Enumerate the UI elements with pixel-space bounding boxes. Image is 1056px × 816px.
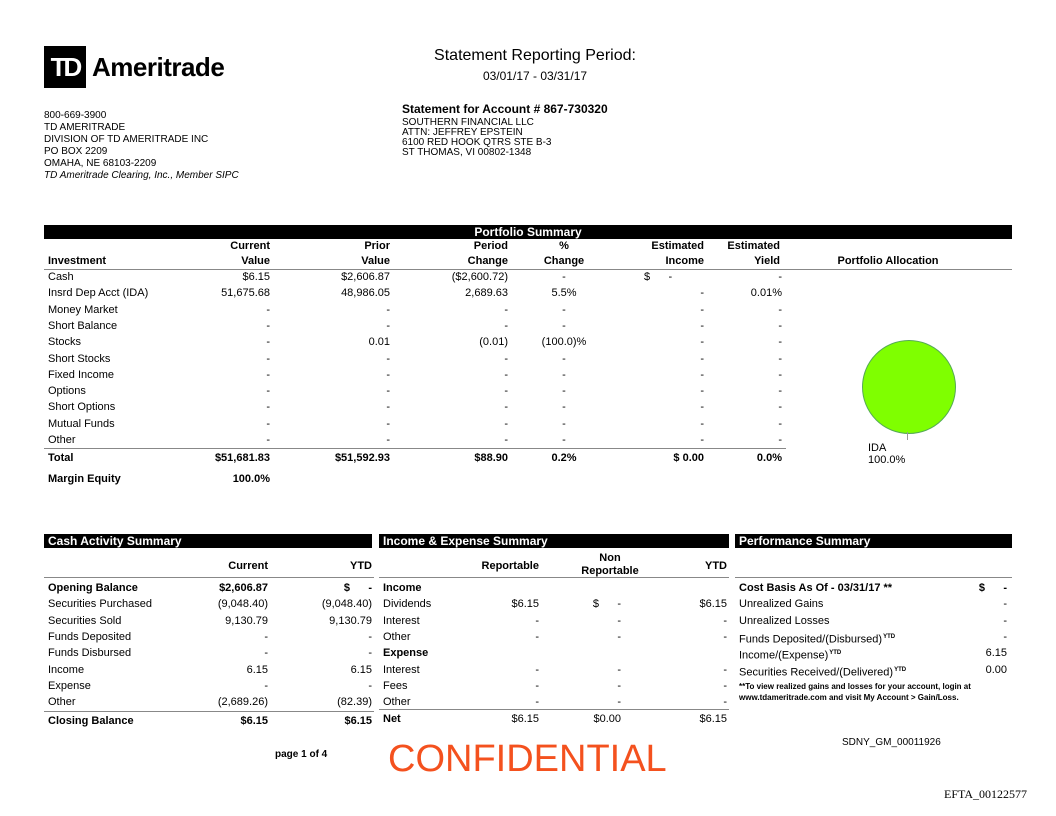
table-cell: - xyxy=(562,385,566,398)
income-non-reportable: $0.00 xyxy=(593,713,621,725)
table-cell: 48,986.05 xyxy=(341,287,390,300)
perf-label-sup: YTD xyxy=(829,650,842,657)
col-current: Current xyxy=(228,560,268,572)
cash-current: - xyxy=(264,647,268,660)
perf-value: 6.15 xyxy=(985,647,1007,660)
pie-label-name: IDA xyxy=(868,442,887,454)
perf-row xyxy=(735,596,1012,612)
table-cell: Mutual Funds xyxy=(48,417,115,430)
income-non-reportable: - xyxy=(617,614,621,627)
header-line1: Estimated xyxy=(727,240,780,252)
header-line1: Prior xyxy=(364,240,390,252)
cash-row xyxy=(44,678,374,694)
perf-row xyxy=(735,613,1012,629)
pie-label-value: 100.0% xyxy=(868,454,906,466)
cash-current: $2,606.87 xyxy=(219,582,268,594)
table-cell: - xyxy=(386,401,390,414)
table-cell: - xyxy=(504,434,508,446)
income-non-reportable: - xyxy=(617,630,621,643)
header-line2: Yield xyxy=(754,255,780,267)
table-row xyxy=(44,399,824,415)
cash-row xyxy=(44,662,374,678)
income-reportable: - xyxy=(535,614,539,627)
table-cell: 2,689.63 xyxy=(465,287,508,300)
table-cell: Short Balance xyxy=(48,319,118,332)
confidential-stamp: CONFIDENTIAL xyxy=(388,738,667,780)
broker-address xyxy=(44,110,239,182)
table-cell: Short Options xyxy=(48,401,116,414)
perf-label xyxy=(739,596,959,612)
perf-label-text: Securities Received/(Delivered) xyxy=(739,666,894,679)
table-cell: $2,606.87 xyxy=(341,271,390,283)
cash-total-rule xyxy=(44,711,374,712)
income-ytd: - xyxy=(723,696,727,709)
table-row xyxy=(44,416,824,432)
table-cell: 0.01% xyxy=(750,287,782,300)
income-label: Net xyxy=(383,713,401,725)
total-cell: $ 0.00 xyxy=(673,452,704,464)
table-cell: - xyxy=(266,319,270,332)
table-cell: - xyxy=(266,303,270,316)
table-cell: - xyxy=(266,336,270,349)
table-cell: - xyxy=(386,368,390,381)
pie-leader-line xyxy=(907,432,908,440)
perf-value: - xyxy=(1003,598,1007,611)
total-cell: $51,681.83 xyxy=(214,452,270,464)
table-cell: - xyxy=(700,385,704,398)
cash-label: Income xyxy=(48,663,85,676)
income-reportable: $6.15 xyxy=(511,598,539,611)
cash-label: Funds Disbursed xyxy=(48,647,132,660)
table-cell: - xyxy=(778,271,782,283)
table-cell: - xyxy=(700,401,704,414)
perf-label xyxy=(739,662,959,681)
income-label: Other xyxy=(383,696,411,709)
header-line2: Investment xyxy=(48,255,107,267)
income-non-reportable: - xyxy=(617,696,621,709)
perf-row xyxy=(735,662,1012,678)
margin-row xyxy=(44,471,824,487)
cash-ytd: - xyxy=(368,630,372,643)
perf-row xyxy=(735,580,1012,596)
income-non-reportable: $ - xyxy=(592,598,621,611)
cash-current: 6.15 xyxy=(246,663,268,676)
margin-value: 100.0% xyxy=(232,473,270,485)
table-cell: - xyxy=(504,385,508,398)
table-cell: - xyxy=(562,417,566,430)
col-reportable: Reportable xyxy=(481,560,539,572)
header-line1: Estimated xyxy=(651,240,704,252)
account-line: ST THOMAS, VI 00802-1348 xyxy=(402,147,532,158)
table-cell: - xyxy=(778,352,782,365)
table-cell: - xyxy=(386,417,390,430)
table-cell: Short Stocks xyxy=(48,352,111,365)
period-title: Statement Reporting Period: xyxy=(434,47,636,64)
col-ytd: YTD xyxy=(350,560,372,572)
perf-value: - xyxy=(1003,630,1007,643)
cash-label: Closing Balance xyxy=(48,715,134,727)
table-cell: Stocks xyxy=(48,336,82,349)
table-cell: (100.0)% xyxy=(541,336,587,349)
total-row xyxy=(44,450,824,466)
cash-ytd: (9,048.40) xyxy=(321,598,372,611)
perf-value: $ - xyxy=(978,582,1007,594)
income-ytd: $6.15 xyxy=(699,713,727,725)
perf-label-text: Income/(Expense) xyxy=(739,649,829,662)
cash-row xyxy=(44,713,374,729)
table-row xyxy=(44,318,824,334)
td-logo-mark: TD xyxy=(44,46,86,88)
income-row xyxy=(379,711,729,727)
perf-row xyxy=(735,629,1012,645)
income-reportable: - xyxy=(535,679,539,692)
table-cell: Money Market xyxy=(48,303,118,316)
cash-current: $6.15 xyxy=(240,715,268,727)
table-cell: - xyxy=(266,401,270,414)
perf-value: 0.00 xyxy=(985,663,1007,676)
cash-ytd: - xyxy=(368,679,372,692)
account-line: ATTN: JEFFREY EPSTEIN xyxy=(402,127,523,138)
perf-label-text: Funds Deposited/(Disbursed) xyxy=(739,633,883,646)
cash-activity-table xyxy=(44,548,374,733)
income-row xyxy=(379,662,729,678)
income-row xyxy=(379,629,729,645)
table-cell: - xyxy=(562,368,566,381)
table-cell: 51,675.68 xyxy=(221,287,270,300)
cash-current: 9,130.79 xyxy=(225,614,268,627)
address-line: 800-669-3900 xyxy=(44,110,107,121)
cash-row xyxy=(44,580,374,596)
table-row xyxy=(44,351,824,367)
income-row xyxy=(379,580,729,596)
cash-label: Securities Sold xyxy=(48,614,122,627)
income-label: Dividends xyxy=(383,598,432,611)
table-row xyxy=(44,285,824,301)
income-total-rule xyxy=(379,709,729,710)
table-cell: - xyxy=(700,368,704,381)
income-reportable: - xyxy=(535,663,539,676)
cash-rule xyxy=(44,577,374,578)
table-cell: - xyxy=(562,352,566,365)
cash-label: Other xyxy=(48,696,76,709)
total-cell: 0.2% xyxy=(551,452,577,464)
account-line: SOUTHERN FINANCIAL LLC xyxy=(402,117,534,128)
income-reportable: - xyxy=(535,696,539,709)
allocation-pie xyxy=(862,340,956,434)
table-cell: - xyxy=(562,271,566,283)
income-ytd: - xyxy=(723,663,727,676)
bates-number: SDNY_GM_00011926 xyxy=(842,737,941,748)
col-non-2: Reportable xyxy=(581,565,639,577)
perf-value: - xyxy=(1003,614,1007,627)
perf-rule xyxy=(735,577,1012,578)
total-cell: $51,592.93 xyxy=(334,452,390,464)
income-reportable: - xyxy=(535,630,539,643)
table-cell: - xyxy=(386,303,390,316)
statement-period xyxy=(400,47,670,83)
cash-ytd: (82.39) xyxy=(337,696,372,709)
table-cell: - xyxy=(700,319,704,332)
table-cell: Other xyxy=(48,434,76,446)
account-title: Statement for Account # 867-730320 xyxy=(402,102,608,116)
income-row xyxy=(379,694,729,710)
address-line: PO BOX 2209 xyxy=(44,146,108,157)
table-cell: - xyxy=(778,368,782,381)
address-line: DIVISION OF TD AMERITRADE INC xyxy=(44,134,209,145)
income-rule xyxy=(379,577,729,578)
income-ytd: - xyxy=(723,679,727,692)
income-row xyxy=(379,596,729,612)
table-cell: Options xyxy=(48,385,86,398)
table-cell: $6.15 xyxy=(242,271,270,283)
income-label: Interest xyxy=(383,663,420,676)
table-cell: - xyxy=(266,368,270,381)
income-label: Fees xyxy=(383,679,408,692)
total-rule xyxy=(44,448,786,449)
cash-ytd: $ - xyxy=(343,582,372,594)
cash-current: - xyxy=(264,630,268,643)
table-cell: - xyxy=(266,434,270,446)
efta-number: EFTA_00122577 xyxy=(944,787,1028,801)
total-cell: Total xyxy=(48,452,74,464)
table-cell: - xyxy=(562,401,566,414)
table-cell: - xyxy=(778,385,782,398)
perf-label-text: Unrealized Losses xyxy=(739,614,830,627)
performance-table xyxy=(735,548,1012,728)
table-cell: (0.01) xyxy=(479,336,508,349)
income-label: Other xyxy=(383,630,411,643)
header-line2: Income xyxy=(665,255,704,267)
income-ytd: - xyxy=(723,614,727,627)
table-cell: - xyxy=(266,352,270,365)
table-cell: - xyxy=(700,303,704,316)
income-ytd: - xyxy=(723,630,727,643)
table-cell: - xyxy=(778,303,782,316)
table-cell: - xyxy=(778,417,782,430)
income-expense-table xyxy=(379,548,729,733)
header-line2: Value xyxy=(241,255,270,267)
perf-note: **To view realized gains and losses for your account, login at www.tdameritrade.com and visit My Account > Gain/Loss. xyxy=(739,682,971,702)
perf-label xyxy=(739,580,959,596)
table-cell: - xyxy=(700,352,704,365)
income-row xyxy=(379,645,729,661)
page-number: page 1 of 4 xyxy=(275,749,328,760)
table-cell: - xyxy=(562,434,566,446)
cash-ytd: $6.15 xyxy=(344,715,372,727)
table-cell: 0.01 xyxy=(368,336,390,349)
table-cell: - xyxy=(504,368,508,381)
cash-current: (2,689.26) xyxy=(217,696,268,709)
table-row xyxy=(44,269,824,285)
perf-row xyxy=(735,645,1012,661)
table-cell: Insrd Dep Acct (IDA) xyxy=(48,287,149,300)
pie-label xyxy=(868,442,905,466)
table-row xyxy=(44,383,824,399)
income-label: Income xyxy=(383,582,422,594)
header-line1: Current xyxy=(230,240,270,252)
income-row xyxy=(379,678,729,694)
cash-ytd: - xyxy=(368,647,372,660)
cash-label: Expense xyxy=(48,679,91,692)
table-cell: - xyxy=(778,434,782,446)
table-cell: - xyxy=(700,417,704,430)
td-ameritrade-logo xyxy=(44,46,224,88)
table-cell: - xyxy=(700,434,704,446)
header-line2: Change xyxy=(467,255,508,267)
table-row xyxy=(44,302,824,318)
account-line: 6100 RED HOOK QTRS STE B-3 xyxy=(402,137,552,148)
cash-ytd: 6.15 xyxy=(350,663,372,676)
table-cell: 5.5% xyxy=(551,287,577,300)
cash-current: - xyxy=(264,679,268,692)
account-block xyxy=(402,104,608,158)
income-label: Expense xyxy=(383,647,429,660)
cash-current: (9,048.40) xyxy=(217,598,268,611)
table-cell: - xyxy=(504,303,508,316)
perf-label xyxy=(739,613,959,629)
table-cell: - xyxy=(386,434,390,446)
perf-label-sup: YTD xyxy=(894,666,907,673)
income-expense-bar: Income & Expense Summary xyxy=(379,534,729,548)
table-row xyxy=(44,367,824,383)
header-line1: % xyxy=(559,240,569,252)
perf-label-text: Cost Basis As Of - 03/31/17 ** xyxy=(739,582,893,594)
table-cell: - xyxy=(504,319,508,332)
table-cell: - xyxy=(700,287,704,300)
col-non-1: Non xyxy=(599,552,621,564)
period-dates: 03/01/17 - 03/31/17 xyxy=(482,69,588,83)
portfolio-summary-bar: Portfolio Summary xyxy=(44,225,1012,239)
income-row xyxy=(379,613,729,629)
cash-row xyxy=(44,596,374,612)
table-cell: - xyxy=(504,352,508,365)
table-cell: - xyxy=(386,319,390,332)
income-ytd: $6.15 xyxy=(699,598,727,611)
table-cell: - xyxy=(504,417,508,430)
table-cell: - xyxy=(562,303,566,316)
income-reportable: $6.15 xyxy=(511,713,539,725)
table-cell: - xyxy=(386,385,390,398)
header-line2: Change xyxy=(543,255,585,267)
table-cell: - xyxy=(266,385,270,398)
header-line2: Value xyxy=(361,255,390,267)
cash-label: Funds Deposited xyxy=(48,630,132,643)
header-line1: Period xyxy=(473,240,508,252)
cash-row xyxy=(44,613,374,629)
address-note: TD Ameritrade Clearing, Inc., Member SIPC xyxy=(44,170,239,181)
table-cell: - xyxy=(778,401,782,414)
cash-activity-bar: Cash Activity Summary xyxy=(44,534,372,548)
total-cell: $88.90 xyxy=(474,452,508,464)
table-row xyxy=(44,334,824,350)
total-cell: 0.0% xyxy=(756,452,782,464)
table-cell: $ - xyxy=(644,271,673,283)
income-non-reportable: - xyxy=(617,663,621,676)
income-non-reportable: - xyxy=(617,679,621,692)
table-cell: Fixed Income xyxy=(48,368,115,381)
cash-row xyxy=(44,629,374,645)
performance-bar: Performance Summary xyxy=(735,534,1012,548)
table-cell: - xyxy=(562,319,566,332)
col-ytd: YTD xyxy=(705,560,727,572)
table-cell: - xyxy=(778,319,782,332)
allocation-title: Portfolio Allocation xyxy=(837,255,939,267)
perf-label-sup: YTD xyxy=(883,633,896,640)
cash-label: Securities Purchased xyxy=(48,598,152,611)
cash-ytd: 9,130.79 xyxy=(329,614,372,627)
margin-label: Margin Equity xyxy=(48,473,121,485)
table-cell: - xyxy=(778,336,782,349)
table-cell: - xyxy=(266,417,270,430)
table-cell: ($2,600.72) xyxy=(451,271,508,283)
table-cell: - xyxy=(504,401,508,414)
table-row xyxy=(44,432,824,448)
cash-row xyxy=(44,694,374,710)
table-cell: - xyxy=(700,336,704,349)
perf-label-text: Unrealized Gains xyxy=(739,598,824,611)
address-line: TD AMERITRADE xyxy=(44,122,126,133)
table-cell: - xyxy=(386,352,390,365)
table-cell: Cash xyxy=(48,271,74,283)
cash-row xyxy=(44,645,374,661)
cash-label: Opening Balance xyxy=(48,582,138,594)
logo-text: Ameritrade xyxy=(92,51,225,82)
address-line: OMAHA, NE 68103-2209 xyxy=(44,158,157,169)
income-label: Interest xyxy=(383,614,420,627)
